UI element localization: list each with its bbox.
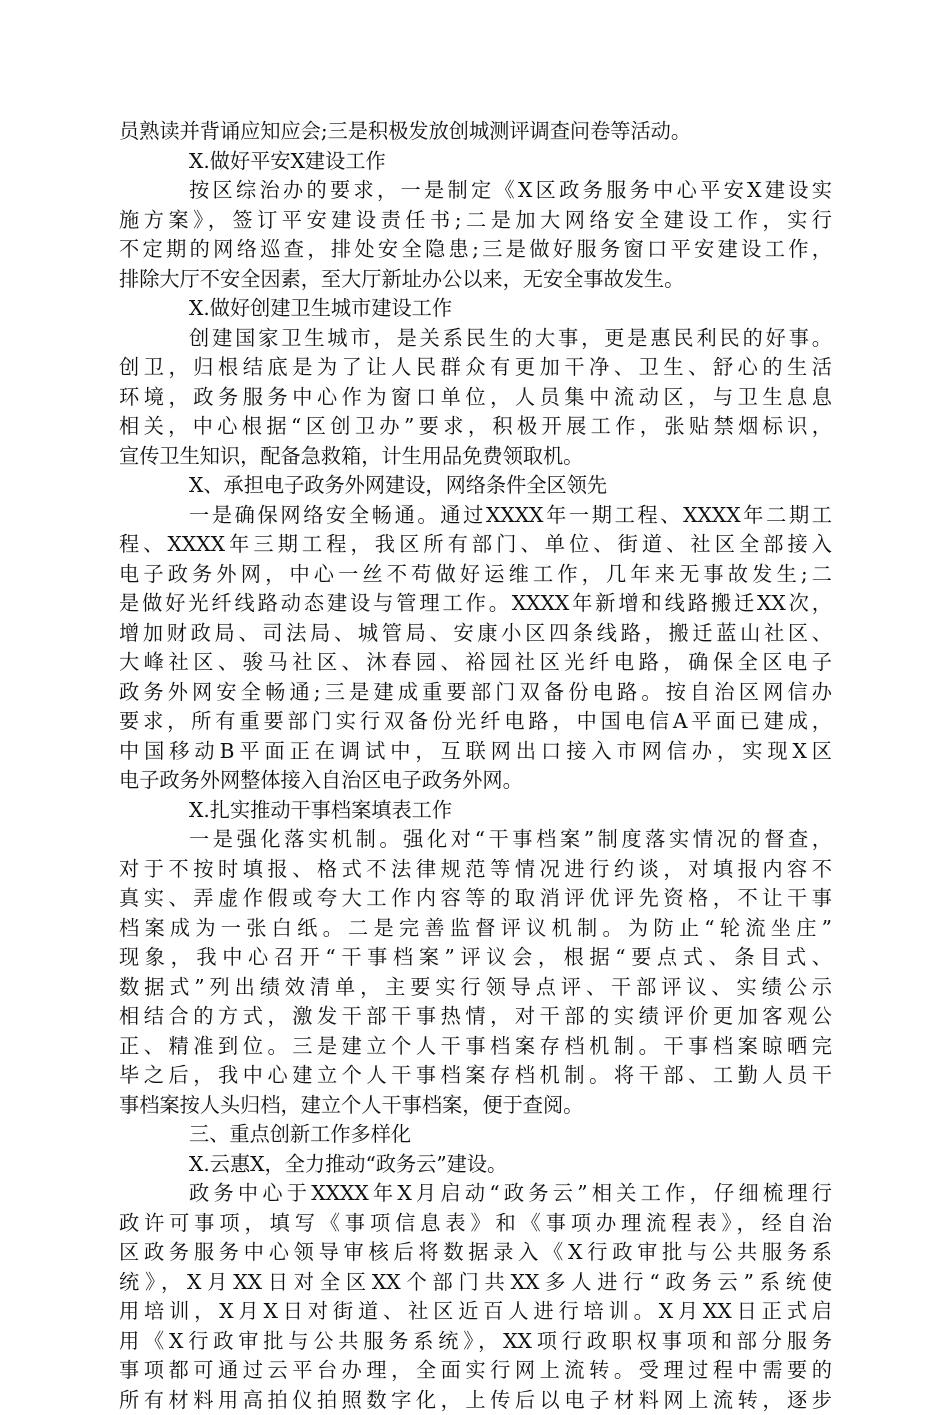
paragraph-line: 相结合的方式，激发干部干事热情，对干部的实绩评价更加客观公 bbox=[119, 1002, 832, 1032]
paragraph-line: 中国移动B平面正在调试中，互联网出口接入市网信办，实现X区 bbox=[119, 737, 832, 767]
paragraph-line: 统》，X月XX日对全区XX个部门共XX多人进行“政务云”系统使 bbox=[119, 1268, 832, 1298]
paragraph-line: 要求，所有重要部门实行双备份光纤电路，中国电信A平面已建成， bbox=[119, 707, 832, 737]
paragraph-line: 正、精准到位。三是建立个人干事档案存档机制。干事档案晾晒完 bbox=[119, 1032, 832, 1062]
paragraph-line: 宣传卫生知识，配备急救箱，计生用品免费领取机。 bbox=[119, 442, 832, 472]
paragraph-first-line: 创建国家卫生城市，是关系民生的大事，更是惠民利民的好事。 bbox=[119, 324, 832, 354]
paragraph-line: 大峰社区、骏马社区、沐春园、裕园社区光纤电路，确保全区电子 bbox=[119, 648, 832, 678]
paragraph-line: 程、XXXX年三期工程，我区所有部门、单位、街道、社区全部接入 bbox=[119, 530, 832, 560]
section-heading: X、承担电子政务外网建设，网络条件全区领先 bbox=[119, 471, 832, 501]
paragraph-line: 用《X行政审批与公共服务系统》，XX项行政职权事项和部分服务 bbox=[119, 1327, 832, 1357]
paragraph-line: 真实、弄虚作假或夸大工作内容等的取消评优评先资格，不让干事 bbox=[119, 884, 832, 914]
paragraph-line: 相关，中心根据“区创卫办”要求，积极开展工作，张贴禁烟标识， bbox=[119, 412, 832, 442]
paragraph-line: 数据式”列出绩效清单，主要实行领导点评、干部评议、实绩公示 bbox=[119, 973, 832, 1003]
paragraph-line: 区政务服务中心领导审核后将数据录入《X行政审批与公共服务系 bbox=[119, 1238, 832, 1268]
paragraph-line: 不定期的网络巡查，排处安全隐患;三是做好服务窗口平安建设工作， bbox=[119, 235, 832, 265]
paragraph-first-line: 一是确保网络安全畅通。通过XXXX年一期工程、XXXX年二期工 bbox=[119, 501, 832, 531]
paragraph-line: 事项都可通过云平台办理，全面实行网上流转。受理过程中需要的 bbox=[119, 1356, 832, 1386]
paragraph-line: 档案成为一张白纸。二是完善监督评议机制。为防止“轮流坐庄” bbox=[119, 914, 832, 944]
paragraph-line: 电子政务外网，中心一丝不苟做好运维工作，几年来无事故发生;二 bbox=[119, 560, 832, 590]
section-heading: X.做好平安X建设工作 bbox=[119, 147, 832, 177]
section-heading: X.云惠X，全力推动“政务云”建设。 bbox=[119, 1150, 832, 1180]
paragraph-line: 政务外网安全畅通;三是建成重要部门双备份电路。按自治区网信办 bbox=[119, 678, 832, 708]
paragraph-line: 对于不按时填报、格式不法律规范等情况进行约谈，对填报内容不 bbox=[119, 855, 832, 885]
section-heading: X.做好创建卫生城市建设工作 bbox=[119, 294, 832, 324]
paragraph-first-line: 一是强化落实机制。强化对“干事档案”制度落实情况的督查， bbox=[119, 825, 832, 855]
paragraph-line: 员熟读并背诵应知应会;三是积极发放创城测评调查问卷等活动。 bbox=[119, 117, 832, 147]
paragraph-line: 环境，政务服务中心作为窗口单位，人员集中流动区，与卫生息息 bbox=[119, 383, 832, 413]
paragraph-line: 事档案按人头归档，建立个人干事档案，便于查阅。 bbox=[119, 1091, 832, 1121]
section-heading: 三、重点创新工作多样化 bbox=[119, 1120, 832, 1150]
document-body bbox=[119, 117, 832, 1415]
paragraph-line: 是做好光纤线路动态建设与管理工作。XXXX年新增和线路搬迁XX次， bbox=[119, 589, 832, 619]
paragraph-line: 电子政务外网整体接入自治区电子政务外网。 bbox=[119, 766, 832, 796]
paragraph-line: 所有材料用高拍仪拍照数字化，上传后以电子材料网上流转，逐步 bbox=[119, 1386, 832, 1415]
paragraph-line: 政许可事项，填写《事项信息表》和《事项办理流程表》，经自治 bbox=[119, 1209, 832, 1239]
paragraph-first-line: 政务中心于XXXX年X月启动“政务云”相关工作，仔细梳理行 bbox=[119, 1179, 832, 1209]
paragraph-line: 用培训，X月X日对街道、社区近百人进行培训。X月XX日正式启 bbox=[119, 1297, 832, 1327]
paragraph-line: 现象，我中心召开“干事档案”评议会，根据“要点式、条目式、 bbox=[119, 943, 832, 973]
paragraph-line: 排除大厅不安全因素，至大厅新址办公以来，无安全事故发生。 bbox=[119, 265, 832, 295]
paragraph-line: 毕之后，我中心建立个人干事档案存档机制。将干部、工勤人员干 bbox=[119, 1061, 832, 1091]
section-heading: X.扎实推动干事档案填表工作 bbox=[119, 796, 832, 826]
paragraph-first-line: 按区综治办的要求，一是制定《X区政务服务中心平安X建设实 bbox=[119, 176, 832, 206]
paragraph-line: 创卫，归根结底是为了让人民群众有更加干净、卫生、舒心的生活 bbox=[119, 353, 832, 383]
paragraph-line: 增加财政局、司法局、城管局、安康小区四条线路，搬迁蓝山社区、 bbox=[119, 619, 832, 649]
paragraph-line: 施方案》，签订平安建设责任书;二是加大网络安全建设工作，实行 bbox=[119, 206, 832, 236]
